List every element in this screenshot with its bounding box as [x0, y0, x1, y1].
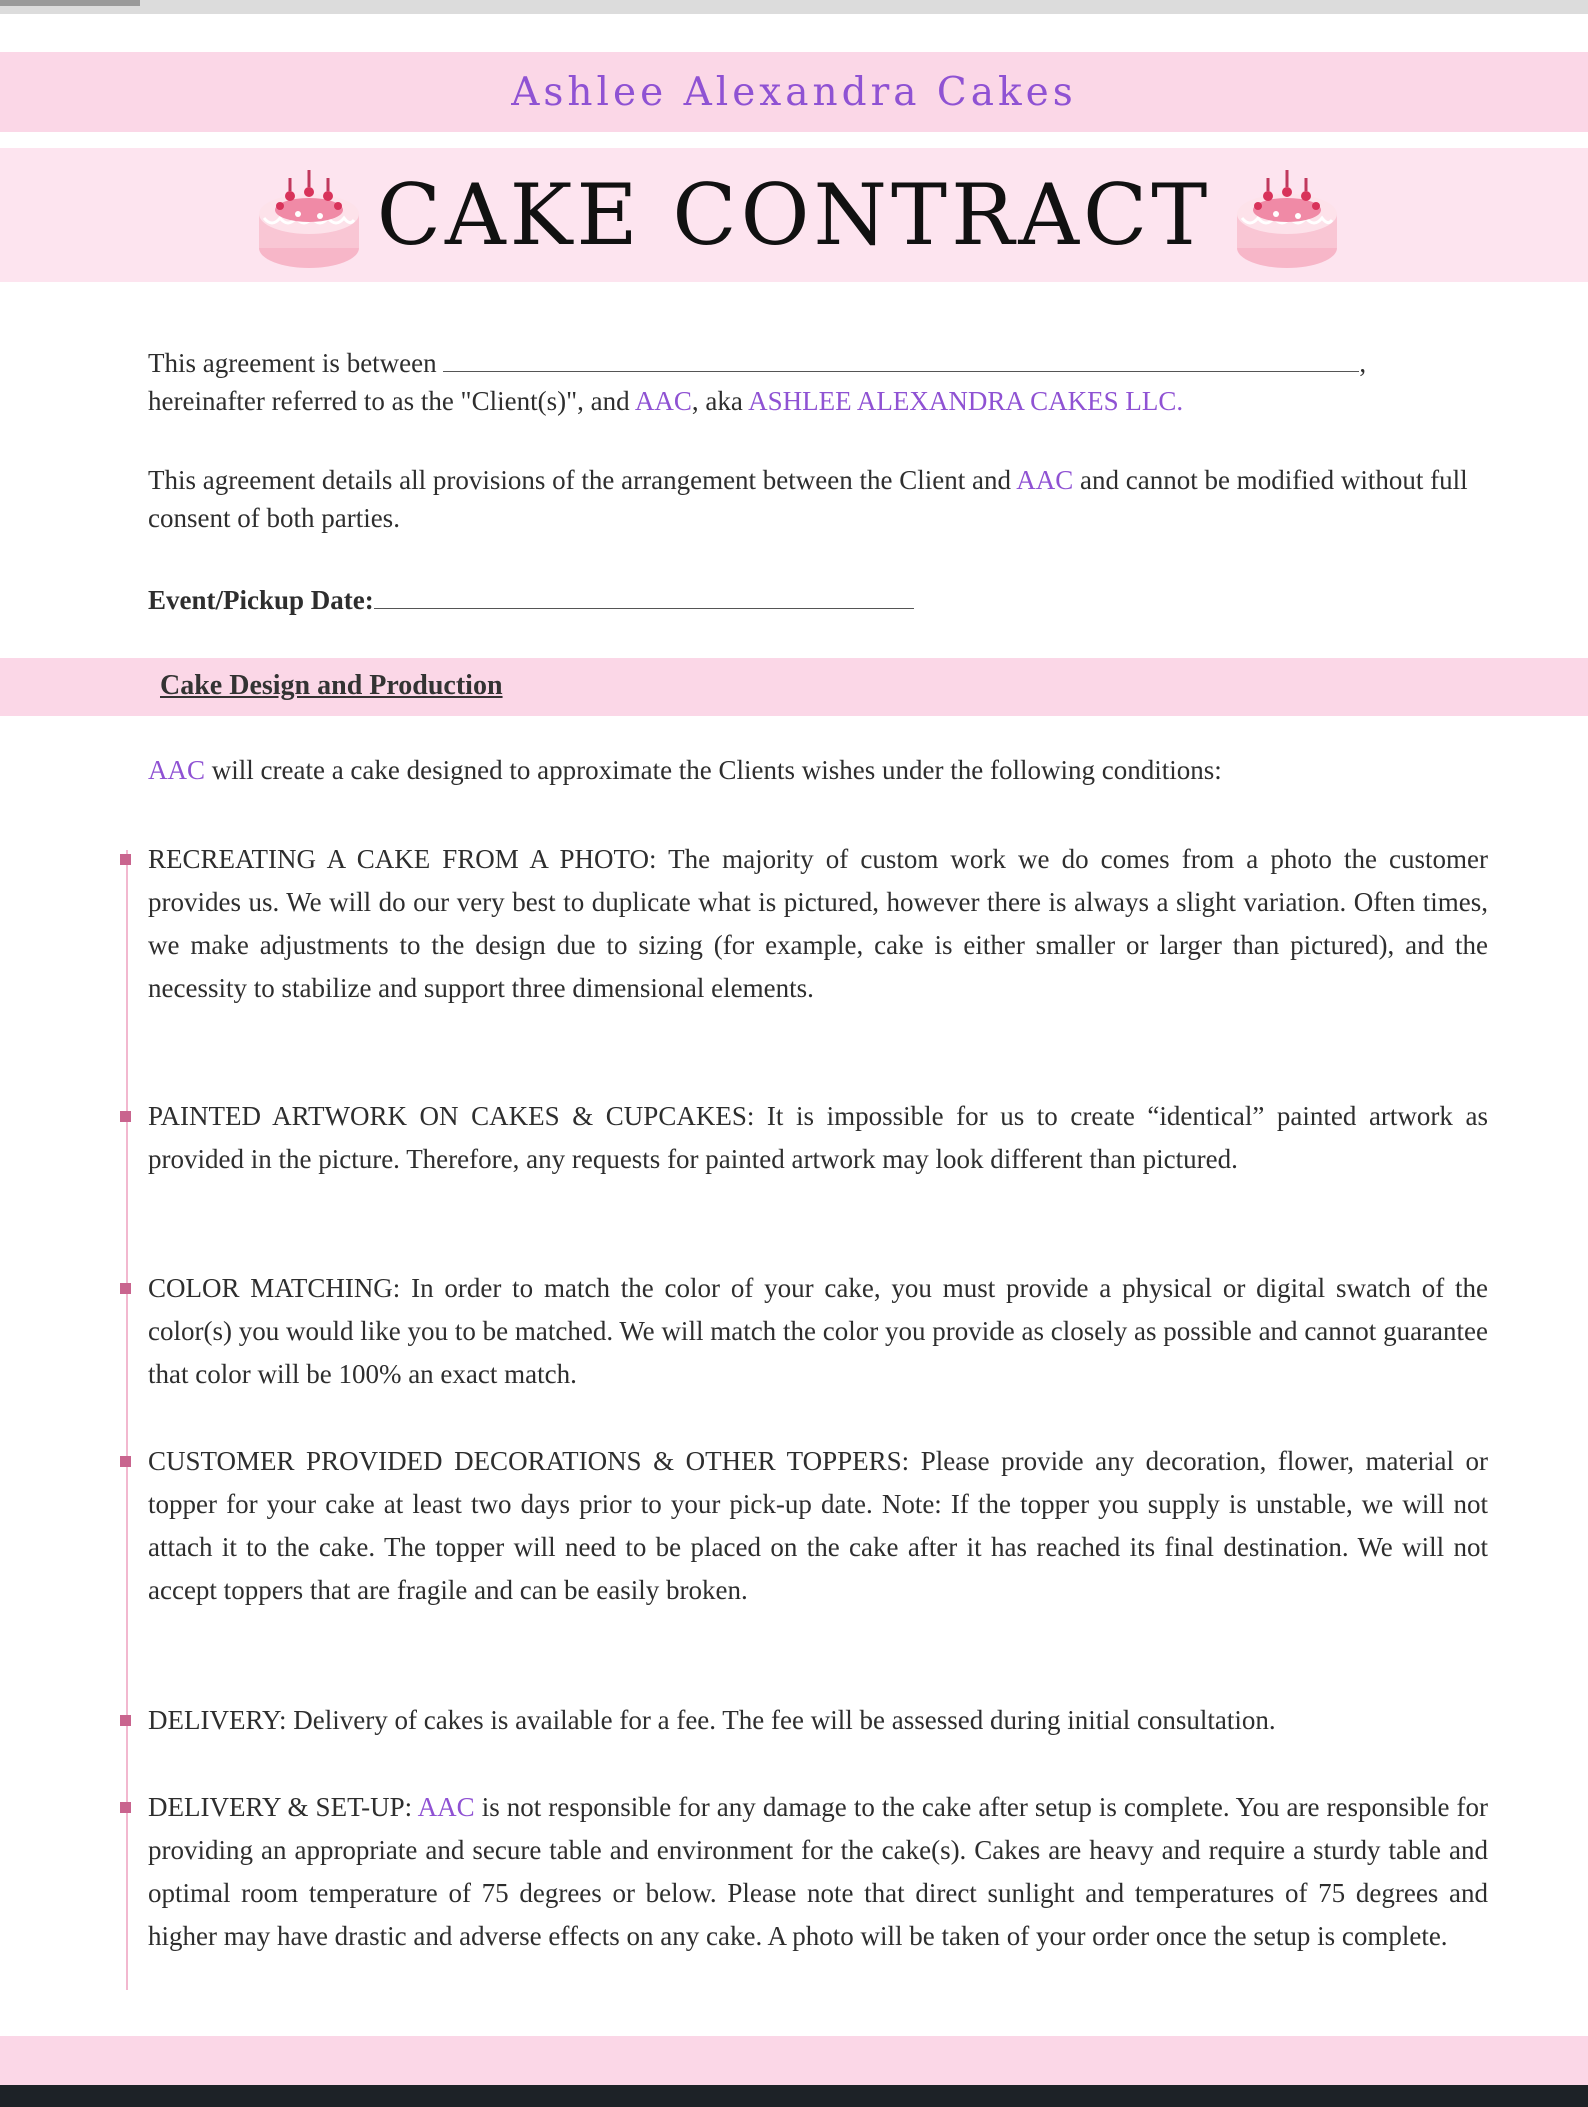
- section-intro-text: will create a cake designed to approximate the Clients wishes under the following conditions:: [205, 755, 1222, 785]
- company-name: ASHLEE ALEXANDRA CAKES LLC.: [748, 386, 1184, 416]
- cake-icon: [1228, 156, 1346, 274]
- list-item: DELIVERY: Delivery of cakes is available for a fee. The fee will be assessed during initial consultation.: [148, 1705, 1276, 1735]
- list-item: CUSTOMER PROVIDED DECORATIONS & OTHER TOPPERS: Please provide any decoration, flower, material or topper for your cake at least two days prior to your pick-up date. Note: If the topper you supply is unstable, we will not attach it to the cake. The topper will need to be placed on the cake after it has reached its final destination. We will not accept toppers that are fragile and can be easily broken.: [148, 1446, 1488, 1605]
- client-name-blank: [443, 349, 1359, 372]
- brand-name: Ashlee Alexandra Cakes: [511, 69, 1077, 115]
- agreement-intro: This agreement is between , hereinafter referred to as the "Client(s)", and AAC, aka ASHLEE ALEXANDRA CAKES LLC.: [148, 348, 1367, 416]
- list-item: COLOR MATCHING: In order to match the color of your cake, you must provide a physical or digital swatch of the color(s) you would like you to be matched. We will match the color you provide as closely as possible and cannot guarantee that color will be 100% an exact match.: [148, 1273, 1488, 1389]
- event-date-row: [148, 581, 1488, 619]
- client-definition-text: hereinafter referred to as the "Client(s)", and: [148, 386, 635, 416]
- cake-icon: [250, 156, 368, 274]
- aac-abbr: AAC: [417, 1792, 475, 1822]
- aac-abbr: AAC: [148, 755, 206, 785]
- section-title: Cake Design and Production: [160, 670, 503, 701]
- aac-abbr: AAC: [1016, 465, 1074, 495]
- window-top-edge: [0, 0, 1588, 14]
- agreement-details: [148, 461, 1488, 537]
- page-title: CAKE CONTRACT: [376, 166, 1212, 264]
- footer-banner: [0, 2036, 1588, 2085]
- section-intro: [148, 751, 1488, 789]
- agreement-between-label: This agreement is between: [148, 348, 437, 378]
- document-page: [0, 14, 1588, 2085]
- event-date-blank: [374, 586, 914, 609]
- details-text-start: This agreement details all provisions of the arrangement between the Client and: [148, 465, 1017, 495]
- bullet-marker: [120, 1715, 131, 1726]
- list-item: DELIVERY & SET-UP: AAC is not responsible for any damage to the cake after setup is complete. You are responsible for providing an appropriate and secure table and environment for the cake(s). Cakes are heavy and require a sturdy table and optimal room temperature of 75 degrees or below. Please note that direct sunlight and temperatures of 75 degrees and higher may have drastic and adverse effects on any cake. A photo will be taken of your order once the setup is complete.: [148, 1792, 1488, 1951]
- bullet-rule: [126, 850, 128, 1990]
- bullet-marker: [120, 1111, 131, 1122]
- bullet-marker: [120, 1456, 131, 1467]
- list-item: RECREATING A CAKE FROM A PHOTO: The majority of custom work we do comes from a photo the customer provides us. We will do our very best to duplicate what is pictured, however there is always a slight variation. Often times, we make adjustments to the design due to sizing (for example, cake is either smaller or larger than pictured), and the necessity to stabilize and support three dimensional elements.: [148, 844, 1488, 1003]
- title-banner: [0, 148, 1588, 282]
- bullet-marker: [120, 854, 131, 865]
- aac-abbr: AAC: [634, 386, 692, 416]
- event-date-label: Event/Pickup Date:: [148, 585, 374, 615]
- aka-text: , aka: [691, 386, 749, 416]
- details-text-end: and cannot be modified without full consent of both parties.: [148, 465, 1468, 533]
- brand-banner: [0, 52, 1588, 132]
- bullet-marker: [120, 1802, 131, 1813]
- window-bottom-bar: [0, 2085, 1588, 2107]
- list-item: PAINTED ARTWORK ON CAKES & CUPCAKES: It is impossible for us to create “identical” painted artwork as provided in the picture. Therefore, any requests for painted artwork may look different than pictured.: [148, 1101, 1488, 1174]
- bullet-marker: [120, 1283, 131, 1294]
